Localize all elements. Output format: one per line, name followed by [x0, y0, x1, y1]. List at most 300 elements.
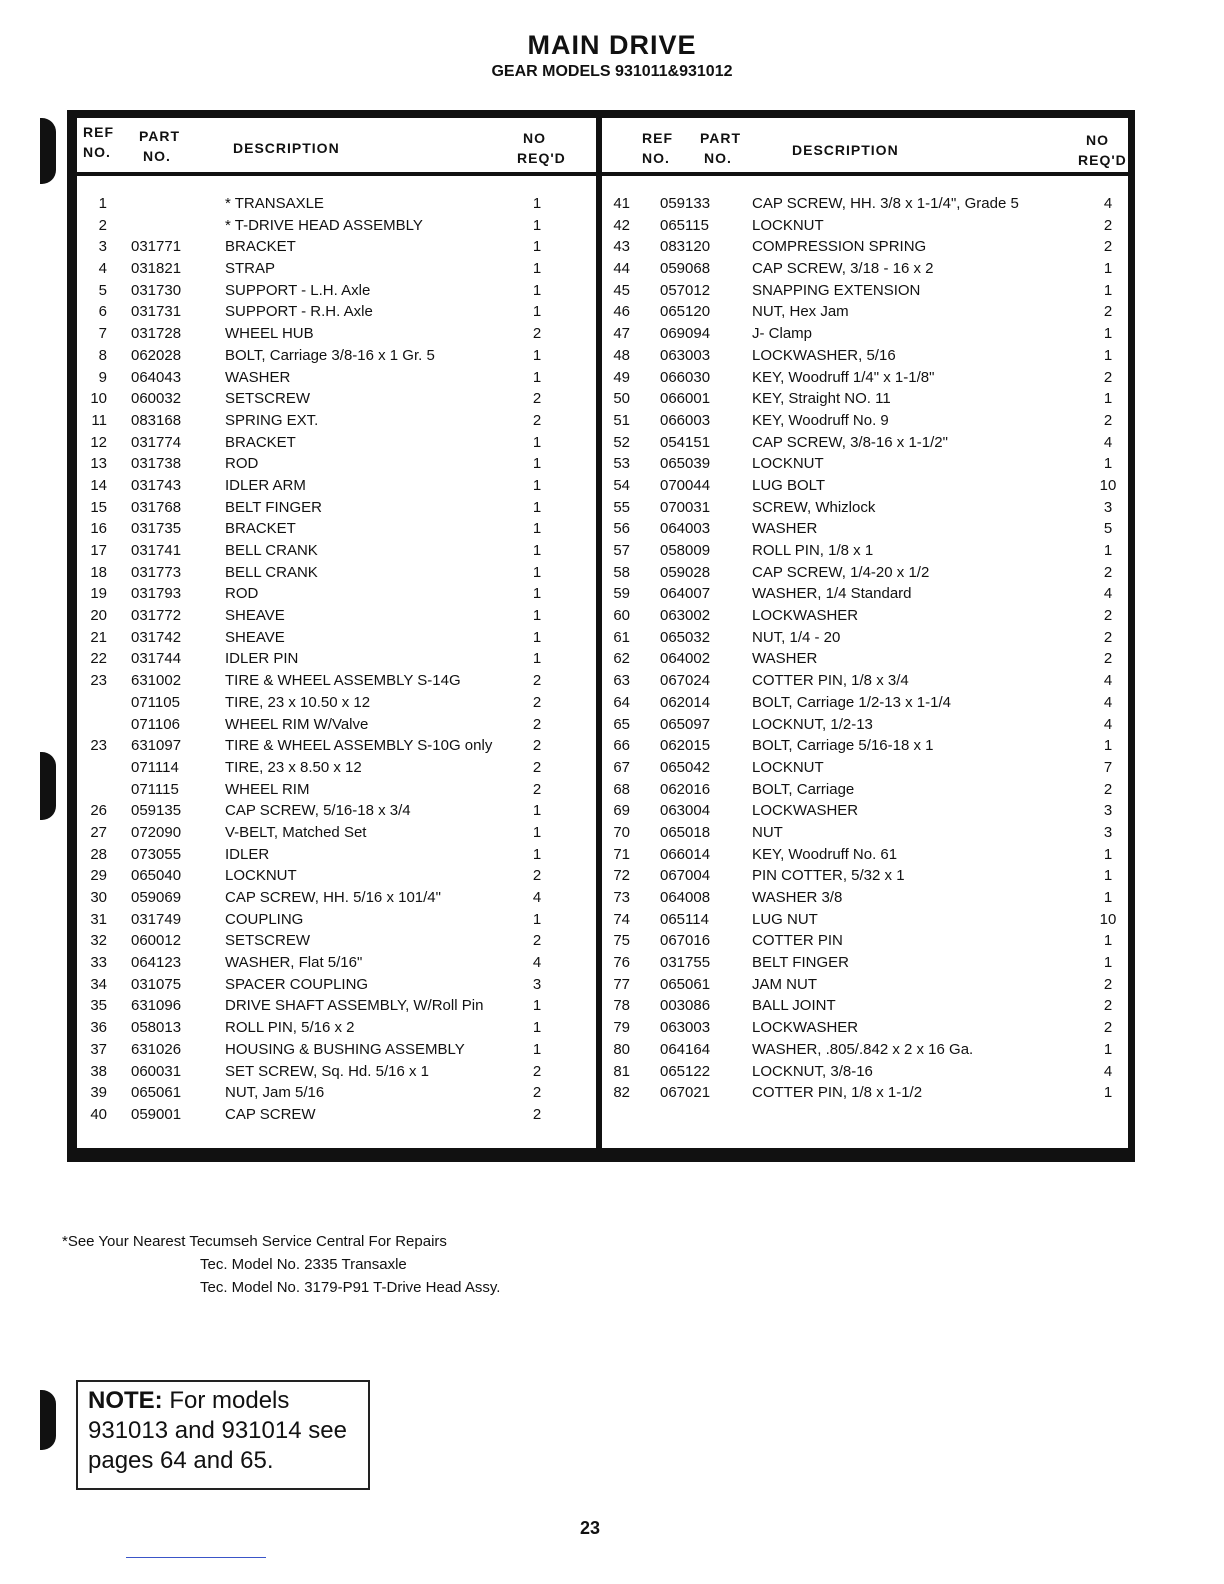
part-number: 067021	[660, 1084, 711, 1102]
part-description: BOLT, Carriage 1/2-13 x 1-1/4	[752, 693, 951, 711]
part-description: WASHER 3/8	[752, 889, 843, 906]
part-description: KEY, Woodruff 1/4" x 1-1/8"	[752, 368, 935, 386]
quantity-required: 1	[1103, 346, 1113, 364]
note-text-1: For models	[162, 1387, 290, 1414]
table-row	[77, 323, 596, 345]
quantity-required: 4	[1103, 195, 1113, 212]
quantity-required: 2	[532, 672, 542, 690]
binder-hole-mark-bottom	[40, 1390, 56, 1450]
page-subtitle: GEAR MODELS 931011&931012	[491, 63, 733, 80]
quantity-required: 1	[532, 650, 542, 668]
ref-number: 23	[90, 737, 107, 755]
ref-number: 34	[90, 975, 107, 993]
ref-number: 16	[90, 520, 107, 538]
part-description: KEY, Woodruff No. 61	[752, 845, 898, 863]
part-number: 031772	[131, 607, 182, 625]
ref-number: 51	[613, 411, 630, 429]
footnote-line-2: Tec. Model No. 2335 Transaxle	[200, 1256, 407, 1273]
part-number: 031728	[131, 325, 182, 343]
ref-number: 48	[613, 346, 630, 364]
part-number: 065114	[660, 910, 709, 928]
ref-number: 10	[90, 390, 107, 408]
part-description: CAP SCREW	[225, 1105, 316, 1123]
ref-number: 49	[613, 368, 630, 386]
ref-number: 13	[90, 455, 107, 473]
ref-number: 65	[613, 715, 630, 733]
part-description: BOLT, Carriage 3/8-16 x 1 Gr. 5	[225, 346, 435, 364]
header-description: DESCRIPTION	[233, 140, 340, 156]
part-number: 067024	[660, 672, 711, 690]
part-number: 065120	[660, 303, 711, 321]
part-description: ROLL PIN, 5/16 x 2	[225, 1019, 355, 1037]
part-description: WASHER, Flat 5/16"	[225, 954, 363, 972]
quantity-required: 2	[532, 1105, 542, 1123]
ref-number: 59	[613, 585, 630, 603]
ref-number: 27	[90, 823, 107, 841]
part-number: 065122	[660, 1062, 711, 1080]
part-number: 031735	[131, 520, 182, 538]
table-row	[602, 497, 1128, 519]
binder-hole-mark-top	[40, 118, 56, 184]
part-description: BRACKET	[225, 433, 296, 451]
ref-number: 20	[90, 607, 107, 625]
part-description: WASHER	[752, 520, 818, 538]
quantity-required: 1	[532, 563, 542, 581]
part-description: KEY, Straight NO. 11	[752, 390, 891, 408]
quantity-required: 4	[1103, 585, 1113, 603]
ref-number: 43	[613, 238, 630, 256]
ref-number: 14	[90, 476, 107, 494]
table-row	[77, 670, 596, 692]
ref-number: 3	[98, 238, 107, 256]
table-row	[77, 887, 596, 909]
parts-table-left-panel	[77, 118, 596, 1148]
quantity-required: 1	[532, 910, 542, 928]
part-description: CAP SCREW, HH. 3/8 x 1-1/4", Grade 5	[752, 195, 1019, 212]
part-number: 063002	[660, 607, 711, 625]
part-number: 071106	[131, 715, 180, 733]
part-description: LOCKNUT	[752, 216, 824, 234]
part-number: 059068	[660, 260, 711, 278]
part-number: 071115	[131, 780, 179, 798]
part-number: 059135	[131, 802, 182, 820]
quantity-required: 2	[1103, 628, 1113, 646]
quantity-required: 1	[532, 802, 542, 820]
footnote-line-1: *See Your Nearest Tecumseh Service Central For Repairs	[62, 1233, 447, 1250]
ref-number: 39	[90, 1084, 107, 1102]
table-row	[77, 215, 596, 237]
quantity-required: 4	[1103, 715, 1113, 733]
part-number: 064043	[131, 368, 182, 386]
quantity-required: 1	[1103, 889, 1113, 906]
part-description: SETSCREW	[225, 390, 311, 408]
quantity-required: 2	[1103, 607, 1113, 625]
part-number: 066030	[660, 368, 711, 386]
quantity-required: 2	[532, 1084, 542, 1102]
table-row	[602, 367, 1128, 389]
ref-number: 68	[613, 780, 630, 798]
ref-number: 18	[90, 563, 107, 581]
quantity-required: 2	[1103, 216, 1113, 234]
table-row	[602, 844, 1128, 866]
table-row	[602, 909, 1128, 931]
header-ref-bottom: NO.	[83, 144, 111, 160]
ref-number: 11	[91, 411, 107, 429]
part-description: CAP SCREW, HH. 5/16 x 101/4"	[225, 889, 441, 906]
part-description: NUT, 1/4 - 20	[752, 628, 841, 646]
table-row	[77, 1104, 596, 1126]
table-row	[77, 562, 596, 584]
quantity-required: 1	[532, 542, 542, 559]
quantity-required: 2	[532, 693, 542, 711]
ref-number: 54	[613, 476, 630, 494]
table-row	[602, 280, 1128, 302]
part-description: DRIVE SHAFT ASSEMBLY, W/Roll Pin	[225, 997, 484, 1015]
part-number: 062028	[131, 346, 182, 364]
ref-number: 60	[613, 607, 630, 625]
table-row	[77, 648, 596, 670]
part-number: 031741	[131, 542, 182, 559]
ref-number: 73	[613, 889, 630, 906]
part-description: LOCKNUT	[225, 867, 297, 885]
quantity-required: 5	[1103, 520, 1113, 538]
table-row	[602, 627, 1128, 649]
part-description: STRAP	[225, 260, 276, 278]
part-description: BRACKET	[225, 238, 296, 256]
part-description: BELT FINGER	[752, 954, 849, 972]
part-description: SUPPORT - L.H. Axle	[225, 281, 371, 299]
part-description: LOCKNUT	[752, 455, 824, 473]
part-description: BRACKET	[225, 520, 296, 538]
quantity-required: 1	[532, 238, 542, 256]
part-description: WHEEL RIM	[225, 780, 310, 798]
table-header-left	[77, 118, 596, 176]
part-description: CAP SCREW, 3/8-16 x 1-1/2"	[752, 433, 948, 451]
table-row	[602, 865, 1128, 887]
quantity-required: 1	[532, 216, 542, 234]
quantity-required: 2	[532, 325, 542, 343]
header-ref-top: REF	[83, 124, 114, 140]
table-row	[77, 301, 596, 323]
ref-number: 79	[613, 1019, 630, 1037]
quantity-required: 2	[1103, 997, 1113, 1015]
table-row	[602, 518, 1128, 540]
table-row	[77, 844, 596, 866]
ref-number: 75	[613, 932, 630, 950]
table-row	[602, 1082, 1128, 1104]
ref-number: 26	[90, 802, 107, 820]
part-description: PIN COTTER, 5/32 x 1	[752, 867, 905, 885]
quantity-required: 1	[532, 433, 542, 451]
part-description: BOLT, Carriage	[752, 780, 855, 798]
part-number: 058013	[131, 1019, 182, 1037]
note-text-2: 931013 and 931014 see	[88, 1417, 347, 1444]
part-description: V-BELT, Matched Set	[225, 823, 367, 841]
ref-number: 82	[613, 1084, 630, 1102]
part-number: 062014	[660, 693, 711, 711]
table-row	[77, 1061, 596, 1083]
part-number: 083168	[131, 411, 182, 429]
ref-number: 58	[613, 563, 630, 581]
part-description: SPRING EXT.	[225, 411, 319, 429]
ref-number: 41	[613, 195, 630, 212]
part-number: 031774	[131, 433, 182, 451]
table-row	[77, 1082, 596, 1104]
part-description: SHEAVE	[225, 628, 285, 646]
quantity-required: 4	[532, 954, 542, 972]
table-row	[77, 1017, 596, 1039]
note-box	[76, 1380, 370, 1490]
table-row	[77, 258, 596, 280]
part-number: 060012	[131, 932, 182, 950]
part-number: 031749	[131, 910, 182, 928]
quantity-required: 2	[532, 1062, 542, 1080]
quantity-required: 1	[532, 585, 542, 603]
part-description: SNAPPING EXTENSION	[752, 281, 921, 299]
part-number: 031755	[660, 954, 711, 972]
quantity-required: 2	[1103, 303, 1113, 321]
table-row	[602, 779, 1128, 801]
table-row	[77, 540, 596, 562]
ref-number: 46	[613, 303, 630, 321]
part-description: COMPRESSION SPRING	[752, 238, 927, 256]
table-row	[602, 453, 1128, 475]
footnote	[62, 1230, 500, 1299]
quantity-required: 2	[532, 715, 542, 733]
ref-number: 57	[613, 542, 630, 559]
ref-number: 1	[98, 195, 107, 212]
ref-number: 56	[613, 520, 630, 538]
header-qty-top: NO	[1086, 132, 1109, 148]
part-number: 083120	[660, 238, 711, 256]
ref-number: 80	[613, 1040, 630, 1058]
quantity-required: 2	[532, 758, 542, 776]
quantity-required: 2	[532, 867, 542, 885]
ref-number: 12	[90, 433, 107, 451]
header-part-bottom: NO.	[704, 150, 732, 166]
table-row	[602, 930, 1128, 952]
table-row	[602, 562, 1128, 584]
quantity-required: 1	[532, 498, 542, 516]
table-row	[602, 670, 1128, 692]
ref-number: 55	[613, 498, 630, 516]
part-description: LUG NUT	[752, 910, 818, 928]
quantity-required: 4	[1103, 693, 1113, 711]
table-row	[602, 995, 1128, 1017]
part-description: COTTER PIN, 1/8 x 1-1/2	[752, 1084, 923, 1102]
part-number: 031773	[131, 563, 182, 581]
part-number: 066001	[660, 390, 711, 408]
part-number: 031744	[131, 650, 182, 668]
quantity-required: 1	[532, 845, 542, 863]
part-description: IDLER PIN	[225, 650, 299, 668]
part-description: WHEEL RIM W/Valve	[225, 715, 369, 733]
table-row	[77, 1039, 596, 1061]
ref-number: 45	[613, 281, 630, 299]
quantity-required: 1	[1103, 281, 1113, 299]
table-row	[77, 865, 596, 887]
part-description: TIRE, 23 x 8.50 x 12	[225, 758, 362, 776]
table-row	[602, 193, 1128, 215]
part-number: 065032	[660, 628, 711, 646]
table-row	[602, 475, 1128, 497]
parts-table-right-panel	[602, 118, 1128, 1148]
quantity-required: 1	[532, 260, 542, 278]
part-description: NUT, Hex Jam	[752, 303, 849, 321]
quantity-required: 1	[532, 303, 542, 321]
table-row	[77, 583, 596, 605]
part-number: 065061	[660, 975, 711, 993]
part-description: SHEAVE	[225, 607, 285, 625]
parts-table	[67, 110, 1135, 1162]
ref-number: 44	[613, 260, 630, 278]
page-number: 23	[579, 1518, 601, 1538]
table-row	[77, 518, 596, 540]
quantity-required: 1	[1103, 325, 1113, 343]
header-part-bottom: NO.	[143, 148, 171, 164]
ref-number: 7	[98, 325, 107, 343]
table-row	[602, 800, 1128, 822]
table-row	[77, 909, 596, 931]
table-row	[77, 280, 596, 302]
part-number: 060031	[131, 1062, 182, 1080]
part-number: 065040	[131, 867, 182, 885]
quantity-required: 1	[532, 195, 542, 212]
ref-number: 69	[613, 802, 630, 820]
table-row	[77, 692, 596, 714]
part-number: 031731	[131, 303, 182, 321]
part-number: 631097	[131, 737, 182, 755]
ref-number: 50	[613, 390, 630, 408]
part-number: 071114	[131, 758, 179, 776]
part-number: 066014	[660, 845, 711, 863]
part-number: 058009	[660, 542, 711, 559]
part-description: LUG BOLT	[752, 476, 826, 494]
table-row	[77, 367, 596, 389]
ref-number: 32	[90, 932, 107, 950]
part-description: ROLL PIN, 1/8 x 1	[752, 542, 874, 559]
header-part-top: PART	[139, 128, 181, 144]
part-number: 067004	[660, 867, 711, 885]
part-number: 031768	[131, 498, 182, 516]
part-description: SUPPORT - R.H. Axle	[225, 303, 373, 321]
table-row	[77, 952, 596, 974]
quantity-required: 2	[1103, 368, 1113, 386]
table-row	[77, 497, 596, 519]
part-description: BOLT, Carriage 5/16-18 x 1	[752, 737, 934, 755]
part-description: KEY, Woodruff No. 9	[752, 411, 889, 429]
quantity-required: 1	[1103, 737, 1113, 755]
part-number: 073055	[131, 845, 182, 863]
part-number: 067016	[660, 932, 711, 950]
table-row	[77, 453, 596, 475]
part-description: CAP SCREW, 5/16-18 x 3/4	[225, 802, 411, 820]
part-description: * T-DRIVE HEAD ASSEMBLY	[225, 216, 423, 234]
quantity-required: 1	[532, 281, 542, 299]
table-row	[77, 714, 596, 736]
quantity-required: 1	[1103, 845, 1113, 863]
ref-number: 31	[90, 910, 107, 928]
quantity-required: 1	[532, 607, 542, 625]
table-row	[77, 930, 596, 952]
table-row	[602, 583, 1128, 605]
parts-list-right	[602, 193, 1128, 1104]
part-description: BELL CRANK	[225, 542, 318, 559]
ref-number: 63	[613, 672, 630, 690]
part-description: LOCKNUT, 1/2-13	[752, 715, 873, 733]
part-number: 063004	[660, 802, 711, 820]
ref-number: 76	[613, 954, 630, 972]
quantity-required: 1	[532, 1019, 542, 1037]
ref-number: 72	[613, 867, 630, 885]
ref-number: 33	[90, 954, 107, 972]
part-description: WASHER, 1/4 Standard	[752, 585, 912, 603]
part-description: BELL CRANK	[225, 563, 318, 581]
part-description: SCREW, Whizlock	[752, 498, 876, 516]
table-row	[77, 627, 596, 649]
part-description: LOCKNUT	[752, 758, 824, 776]
table-row	[602, 236, 1128, 258]
table-row	[602, 1061, 1128, 1083]
ref-number: 78	[613, 997, 630, 1015]
ref-number: 28	[90, 845, 107, 863]
part-number: 066003	[660, 411, 711, 429]
quantity-required: 2	[1103, 563, 1113, 581]
part-description: BELT FINGER	[225, 498, 322, 516]
quantity-required: 1	[532, 455, 542, 473]
part-number: 059069	[131, 889, 182, 906]
ref-number: 61	[613, 628, 630, 646]
ref-number: 22	[90, 650, 107, 668]
part-number: 065115	[660, 216, 709, 234]
part-description: SET SCREW, Sq. Hd. 5/16 x 1	[225, 1062, 429, 1080]
quantity-required: 4	[532, 889, 542, 906]
table-row	[602, 323, 1128, 345]
part-number: 031821	[131, 260, 182, 278]
table-row	[602, 540, 1128, 562]
ref-number: 67	[613, 758, 630, 776]
part-number: 031742	[131, 628, 182, 646]
ref-number: 30	[90, 889, 107, 906]
quantity-required: 2	[1103, 1019, 1113, 1037]
quantity-required: 1	[1103, 455, 1113, 473]
quantity-required: 4	[1103, 1062, 1113, 1080]
part-number: 065039	[660, 455, 711, 473]
table-header-right	[602, 118, 1128, 176]
table-row	[77, 432, 596, 454]
table-row	[77, 410, 596, 432]
quantity-required: 2	[1103, 411, 1113, 429]
ref-number: 64	[613, 693, 630, 711]
ref-number: 2	[98, 216, 107, 234]
table-row	[602, 215, 1128, 237]
ref-number: 17	[90, 542, 107, 559]
part-number: 065018	[660, 823, 711, 841]
part-number: 065097	[660, 715, 711, 733]
table-row	[602, 887, 1128, 909]
ref-number: 23	[90, 672, 107, 690]
table-row	[77, 974, 596, 996]
quantity-required: 1	[1103, 932, 1113, 950]
part-description: COTTER PIN	[752, 932, 843, 950]
part-description: IDLER	[225, 845, 270, 863]
ref-number: 6	[98, 303, 107, 321]
header-part-top: PART	[700, 130, 742, 146]
part-number: 064008	[660, 889, 711, 906]
table-row	[602, 1017, 1128, 1039]
part-number: 064007	[660, 585, 711, 603]
table-row	[77, 735, 596, 757]
